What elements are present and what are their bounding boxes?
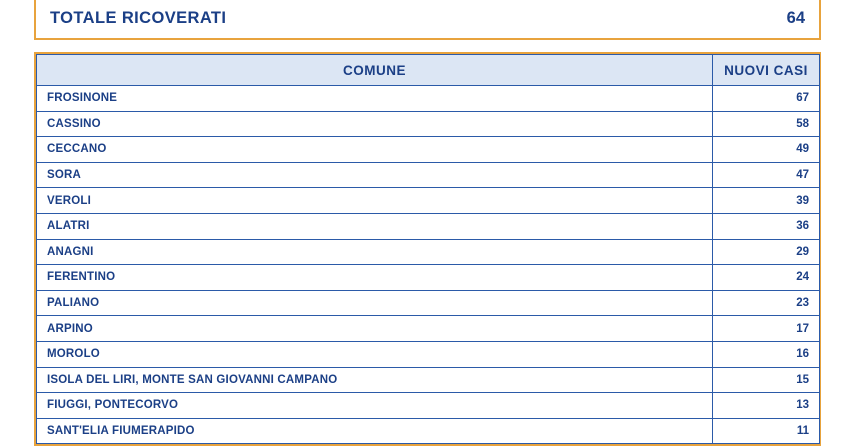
table-header (37, 55, 820, 86)
cell-comune: ISOLA DEL LIRI, MONTE SAN GIOVANNI CAMPANO (37, 367, 713, 393)
cell-comune: VEROLI (37, 188, 713, 214)
cell-nuovi-casi: 11 (713, 418, 820, 444)
totale-ricoverati-value: 64 (786, 8, 805, 27)
table-row (37, 188, 820, 214)
cell-nuovi-casi: 15 (713, 367, 820, 393)
column-header-comune: COMUNE (37, 55, 713, 86)
cell-nuovi-casi: 13 (713, 393, 820, 419)
cell-nuovi-casi: 29 (713, 239, 820, 265)
cell-nuovi-casi: 67 (713, 86, 820, 112)
table-row (37, 367, 820, 393)
cell-comune: PALIANO (37, 290, 713, 316)
cell-nuovi-casi: 39 (713, 188, 820, 214)
cell-nuovi-casi: 49 (713, 137, 820, 163)
cell-comune: FERENTINO (37, 265, 713, 291)
comuni-table (36, 54, 820, 444)
cell-comune: ANAGNI (37, 239, 713, 265)
table-row (37, 137, 820, 163)
table-row (37, 111, 820, 137)
table-row (37, 290, 820, 316)
table-row (37, 316, 820, 342)
table-row (37, 341, 820, 367)
cell-nuovi-casi: 58 (713, 111, 820, 137)
cell-comune: CECCANO (37, 137, 713, 163)
cell-nuovi-casi: 17 (713, 316, 820, 342)
cell-comune: FIUGGI, PONTECORVO (37, 393, 713, 419)
table-row (37, 162, 820, 188)
cell-comune: ALATRI (37, 213, 713, 239)
table-body (37, 86, 820, 444)
comuni-table-container (34, 52, 821, 446)
table-row (37, 239, 820, 265)
table-row (37, 265, 820, 291)
table-row (37, 393, 820, 419)
table-row (37, 213, 820, 239)
totale-ricoverati-label: TOTALE RICOVERATI (50, 8, 227, 27)
cell-nuovi-casi: 23 (713, 290, 820, 316)
cell-comune: MOROLO (37, 341, 713, 367)
cell-comune: SORA (37, 162, 713, 188)
cell-comune: FROSINONE (37, 86, 713, 112)
table-header-row (37, 55, 820, 86)
cell-comune: CASSINO (37, 111, 713, 137)
cell-comune: SANT'ELIA FIUMERAPIDO (37, 418, 713, 444)
cell-nuovi-casi: 47 (713, 162, 820, 188)
cell-nuovi-casi: 24 (713, 265, 820, 291)
cell-comune: ARPINO (37, 316, 713, 342)
cell-nuovi-casi: 16 (713, 341, 820, 367)
table-row (37, 86, 820, 112)
column-header-nuovi-casi: NUOVI CASI (713, 55, 820, 86)
cell-nuovi-casi: 36 (713, 213, 820, 239)
totale-ricoverati-banner (34, 0, 821, 40)
